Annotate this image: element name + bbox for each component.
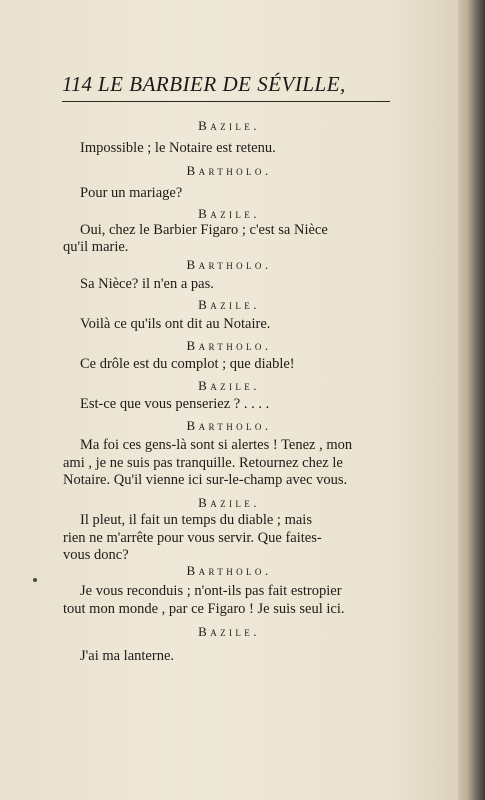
speech-line: ami , je ne suis pas tranquille. Retournez chez le [63, 455, 343, 471]
speaker-name: Bartholo. [186, 563, 272, 578]
speech-line: Pour un mariage? [80, 185, 183, 201]
speech-line: tout mon monde , par ce Figaro ! Je suis seul ici. [63, 601, 345, 617]
speech-line: vous donc? [63, 547, 129, 563]
speech-line: qu'il marie. [63, 239, 129, 255]
page-edge [458, 0, 485, 800]
speaker-name: Bazile. [198, 495, 260, 510]
ink-spot [33, 578, 37, 582]
running-title: LE BARBIER DE SÉVILLE, [98, 72, 346, 96]
speaker-name: Bazile. [198, 118, 260, 133]
speech-line: Voilà ce qu'ils ont dit au Notaire. [80, 316, 271, 332]
speech-line: Ce drôle est du complot ; que diable! [80, 356, 295, 372]
speech-line: Est-ce que vous penseriez ? . . . . [80, 396, 270, 412]
speaker-name: Bartholo. [186, 418, 272, 433]
speech-line: Ma foi ces gens-là sont si alertes ! Tenez , mon [80, 437, 353, 453]
speech-line: Sa Nièce? il n'en a pas. [80, 276, 214, 292]
speech-line: Il pleut, il fait un temps du diable ; mais [80, 512, 312, 528]
speaker-name: Bazile. [198, 624, 260, 639]
speech-line: Impossible ; le Notaire est retenu. [80, 140, 276, 156]
page-number: 114 [62, 72, 92, 96]
speaker-name: Bartholo. [186, 338, 272, 353]
speaker-name: Bazile. [198, 297, 260, 312]
speech-line: Notaire. Qu'il vienne ici sur-le-champ avec vous. [63, 472, 348, 488]
speaker-name: Bazile. [198, 206, 260, 221]
speech-line: rien ne m'arrête pour vous servir. Que faites- [63, 530, 322, 546]
speaker-name: Bartholo. [186, 163, 272, 178]
speech-line: Je vous reconduis ; n'ont-ils pas fait estropier [80, 583, 342, 599]
speaker-name: Bartholo. [186, 257, 272, 272]
speaker-name: Bazile. [198, 378, 260, 393]
speech-line: J'ai ma lanterne. [80, 648, 175, 664]
speech-line: Oui, chez le Barbier Figaro ; c'est sa Nièce [80, 222, 328, 238]
